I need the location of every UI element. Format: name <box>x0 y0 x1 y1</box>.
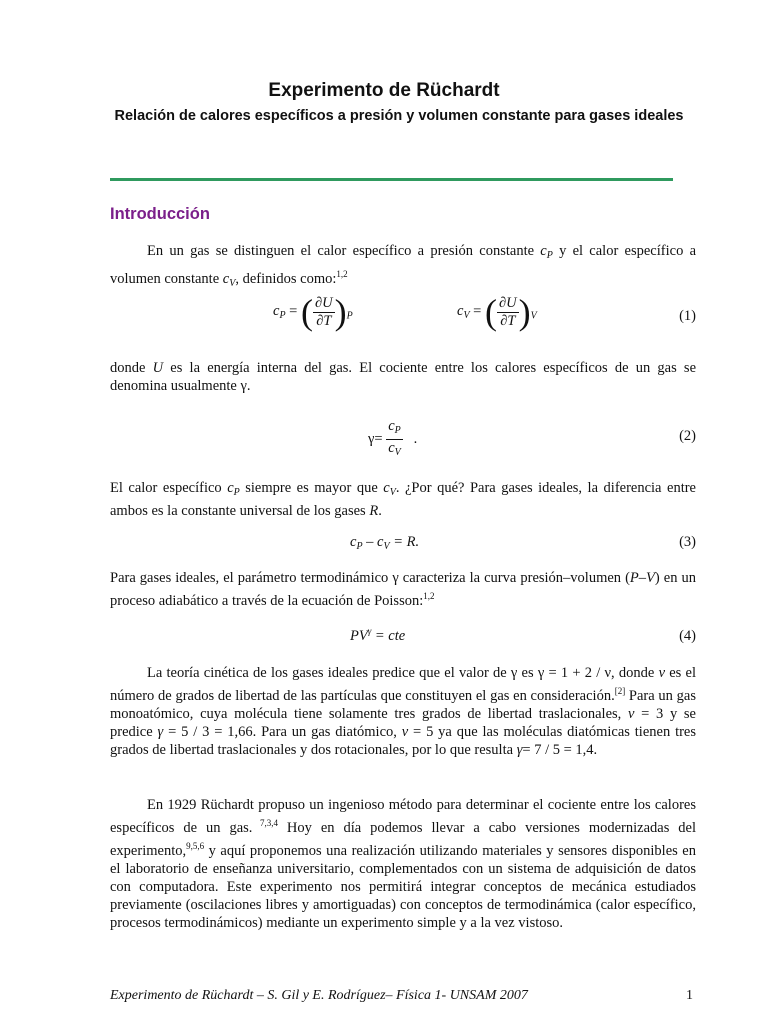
equation-1-right: $c_V$ = ( $\frac{\partial U}{\partial T}$ )$_V$ <box>457 292 537 332</box>
text: , definidos como: <box>235 271 337 287</box>
text: y el calor específico a volumen constante <box>110 243 696 287</box>
equation-2: γ= $\frac{c_P}{c_V}$ . <box>368 418 418 458</box>
text: En un gas se distinguen el calor específico a presión constante <box>147 243 541 259</box>
paragraph-6: En 1929 Rüchardt propuso un ingenioso método para determinar el cociente entre los calores específicos de un gas. $^{7,3,4}$ Hoy en día podemos llevar a cabo versiones modernizadas del experimento,$^{9,5,6}$ y aquí proponemos una realización utilizando materiales y sensores disponibles en el laboratorio de enseñanza universitario, complementados con un sistema de adquisición de datos con computadora. Este experimento nos permitirá integrar conceptos de mecánica estudiados previamente (oscilaciones libres y amortiguadas) con conceptos de termodinámica (calor específico, procesos termodinámicos) mediante un experimento simple y a la vez vistoso. <box>110 797 697 931</box>
page-title: Experimento de Rüchardt <box>268 80 500 101</box>
paragraph-2: donde U es la energía interna del gas. El cociente entre los calores específicos de un gas se denomina usualmente γ. <box>110 360 696 394</box>
page-subtitle: Relación de calores específicos a presión y volumen constante para gases ideales <box>114 108 684 124</box>
equation-1-left: $c_P$ = ( $\frac{\partial U}{\partial T}$ )$_P$ <box>273 292 353 332</box>
equation-number-2: (2) <box>679 428 696 444</box>
section-heading: Introducción <box>110 205 210 223</box>
citation: 1,2 <box>336 269 348 279</box>
paragraph-3: El calor específico $c_P$ siempre es mayor que $c_V$. ¿Por qué? Para gases ideales, la diferencia entre ambos es la constante universal de los gases R. <box>110 480 696 519</box>
equation-number-4: (4) <box>679 628 696 644</box>
page-footer: Experimento de Rüchardt – S. Gil y E. Rodríguez– Física 1- UNSAM 2007 <box>110 988 528 1003</box>
equation-4: $PV^\gamma$ = cte <box>350 626 406 644</box>
paragraph-4: Para gases ideales, el parámetro termodinámico γ caracteriza la curva presión–volumen (P–V) en un proceso adiabático a través de la ecuación de Poisson:$^{1,2}$ <box>110 570 696 609</box>
paragraph-5: La teoría cinética de los gases ideales predice que el valor de γ es γ = 1 + 2 / ν, donde ν es el número de grados de libertad de las partículas que constituyen el gas en consideración.[2] Para un gas monoatómico, cuya molécula tiene solamente tres grados de libertad traslacionales, ν = 3 y se predice γ = 5 / 3 = 1,66. Para un gas diatómico, ν = 5 ya que las moléculas diatómicas tienen tres grados de libertad traslacionales y dos rotacionales, por lo que resulta γ= 7 / 5 = 1,4. <box>110 665 697 758</box>
equation-number-3: (3) <box>679 534 696 550</box>
equation-number-1: (1) <box>679 308 696 324</box>
paragraph-1: En un gas se distinguen el calor específico a presión constante $c_P$ y el calor específico a volumen constante $c_V$, definidos como:$^{1,2}$ <box>110 243 696 289</box>
title-divider <box>110 178 673 181</box>
equation-3: $c_P - c_V = R$. <box>350 534 420 552</box>
page-number: 1 <box>686 988 693 1003</box>
